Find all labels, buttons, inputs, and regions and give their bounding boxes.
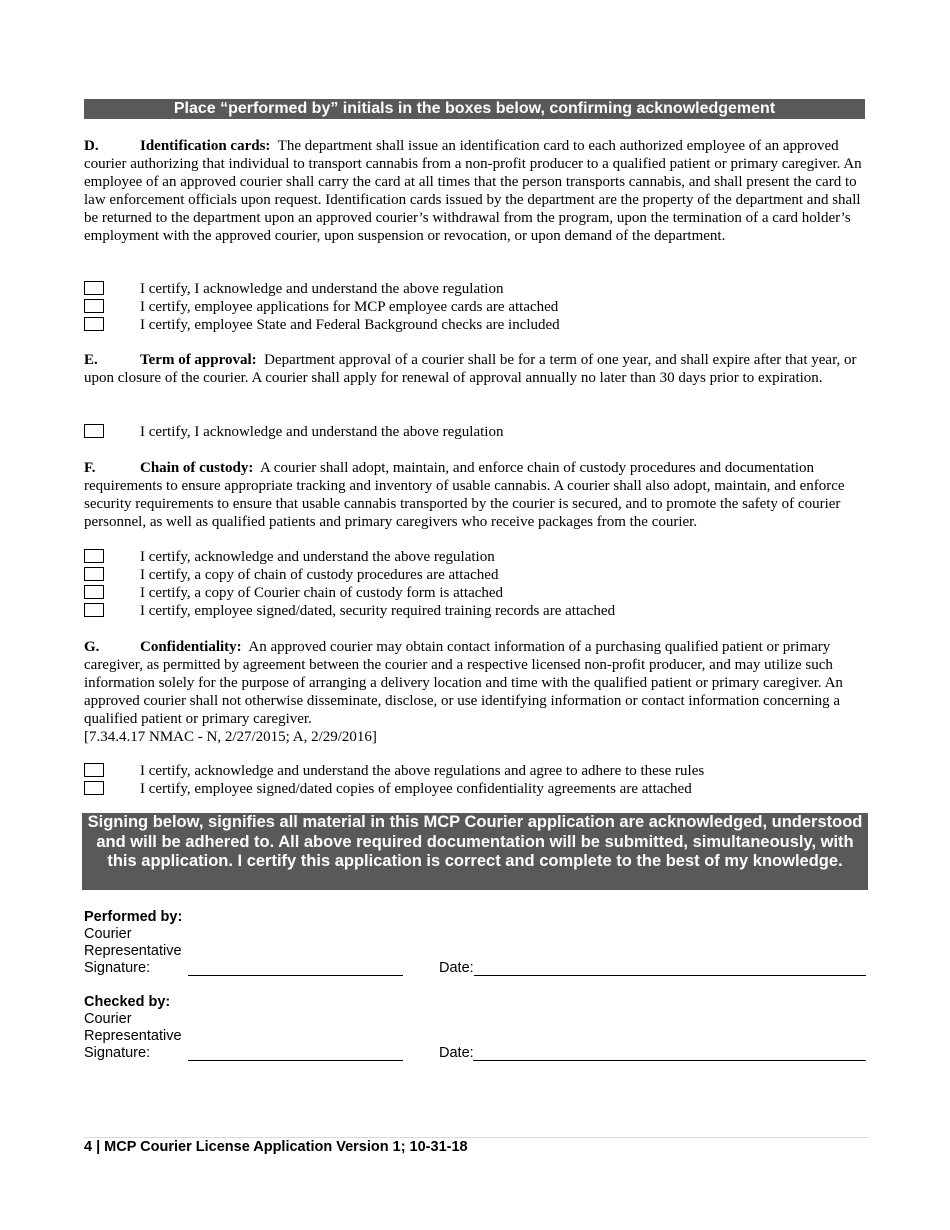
- performed-by-label: Performed by:: [84, 909, 183, 925]
- checked-signature-line[interactable]: [188, 1060, 403, 1061]
- cert-row: [84, 280, 868, 298]
- cert-text: I certify, a copy of chain of custody procedures are attached: [140, 567, 499, 583]
- cert-text: I certify, employee signed/dated, security required training records are attached: [140, 603, 616, 619]
- section-g-body: An approved courier may obtain contact information of a purchasing qualified patient or primary caregiver, as permitted by agreement between the courier and a respective licensed non-profit producer, and may utilize such information solely for the purpose of arranging a delivery location and time with the qualified patient or primary caregiver. An approved courier shall not otherwise disseminate, disclose, or use identifying information or contact information concerning a qualified patient or primary caregiver.: [84, 639, 843, 727]
- section-e-letter: E.: [84, 352, 98, 368]
- section-f-heading: Chain of custody:: [140, 460, 254, 476]
- cert-row: [84, 298, 868, 316]
- section-d-letter: D.: [84, 138, 99, 154]
- initials-box[interactable]: [84, 549, 104, 563]
- cert-text: I certify, employee State and Federal Background checks are included: [140, 317, 560, 333]
- section-g-heading: Confidentiality:: [140, 639, 242, 655]
- performed-by-line2: Representative: [84, 943, 182, 959]
- section-e-certifications: [84, 423, 868, 441]
- section-d-heading: Identification cards:: [140, 138, 271, 154]
- cert-row: [84, 566, 868, 584]
- cert-text: I certify, a copy of Courier chain of custody form is attached: [140, 585, 504, 601]
- checked-by-line2: Representative: [84, 1028, 182, 1044]
- performed-by-block: [84, 909, 868, 979]
- checked-by-line3: Signature:: [84, 1045, 151, 1061]
- section-g-letter: G.: [84, 639, 100, 655]
- initials-box[interactable]: [84, 585, 104, 599]
- section-d: [84, 137, 868, 245]
- section-g-citation: [7.34.4.17 NMAC - N, 2/27/2015; A, 2/29/2016]: [84, 729, 377, 745]
- cert-row: [84, 762, 868, 780]
- performed-by-line1: Courier: [84, 926, 132, 942]
- section-f: [84, 459, 868, 531]
- page-footer: 4 | MCP Courier License Application Version 1; 10-31-18: [84, 1139, 468, 1155]
- checked-by-block: [84, 994, 868, 1064]
- cert-row: [84, 584, 868, 602]
- initials-box[interactable]: [84, 603, 104, 617]
- checked-by-label: Checked by:: [84, 994, 171, 1010]
- performed-date-line[interactable]: [474, 975, 866, 976]
- initials-box[interactable]: [84, 567, 104, 581]
- section-d-body: The department shall issue an identification card to each authorized employee of an approved courier authorizing that individual to transport cannabis from a non-profit producer to a qualified patient or primary caregiver. An employee of an approved courier shall carry the card at all times that the person transports cannabis, and shall present the card to law enforcement officials upon request. Identification cards issued by the department are the property of the department and shall be returned to the department upon an approved courier’s withdrawal from the program, upon the termination of a card holder’s employment with the approved courier, upon suspension or revocation, or upon demand of the department.: [84, 138, 862, 244]
- performed-date-label: Date:: [439, 960, 474, 976]
- section-e-body: Department approval of a courier shall be for a term of one year, and shall expire after that year, or upon closure of the courier. A courier shall apply for renewal of approval annually no later than 30 days prior to expiration.: [84, 352, 857, 386]
- section-f-certifications: [84, 548, 868, 620]
- performed-signature-line[interactable]: [188, 975, 403, 976]
- initials-box[interactable]: [84, 781, 104, 795]
- cert-text: I certify, acknowledge and understand the above regulations and agree to adhere to these rules: [140, 763, 705, 779]
- cert-text: I certify, I acknowledge and understand the above regulation: [140, 281, 504, 297]
- cert-row: [84, 780, 868, 798]
- acknowledgement-banner: Place “performed by” initials in the boxes below, confirming acknowledgement: [84, 99, 865, 119]
- initials-box[interactable]: [84, 424, 104, 438]
- checked-by-line1: Courier: [84, 1011, 132, 1027]
- cert-row: [84, 548, 868, 566]
- section-f-body: A courier shall adopt, maintain, and enforce chain of custody procedures and documentation requirements to ensure appropriate tracking and inventory of usable cannabis. A courier shall also adopt, maintain, and enforce security requirements to ensure that usable cannabis transported by the courier is secured, and to promote the safety of courier personnel, as well as qualified patients and primary caregivers who receive packages from the courier.: [84, 460, 845, 530]
- certification-banner: Signing below, signifies all material in this MCP Courier application are acknowledged, understood and will be adhered to. All above required documentation will be submitted, simultaneously, with this application. I certify this application is correct and complete to the best of my knowledge.: [82, 813, 868, 890]
- initials-box[interactable]: [84, 763, 104, 777]
- section-e-heading: Term of approval:: [140, 352, 257, 368]
- section-f-letter: F.: [84, 460, 96, 476]
- section-e: [84, 351, 868, 387]
- cert-text: I certify, employee signed/dated copies of employee confidentiality agreements are attached: [140, 781, 692, 797]
- checked-date-label: Date:: [439, 1045, 474, 1061]
- cert-text: I certify, acknowledge and understand the above regulation: [140, 549, 495, 565]
- section-g: [84, 638, 868, 746]
- cert-text: I certify, I acknowledge and understand the above regulation: [140, 424, 504, 440]
- cert-row: [84, 316, 868, 334]
- cert-row: [84, 423, 868, 441]
- cert-text: I certify, employee applications for MCP employee cards are attached: [140, 299, 559, 315]
- section-d-certifications: [84, 280, 868, 334]
- footer-divider: [84, 1137, 868, 1138]
- initials-box[interactable]: [84, 299, 104, 313]
- cert-row: [84, 602, 868, 620]
- initials-box[interactable]: [84, 281, 104, 295]
- initials-box[interactable]: [84, 317, 104, 331]
- section-g-certifications: [84, 762, 868, 798]
- checked-date-line[interactable]: [473, 1060, 866, 1061]
- performed-by-line3: Signature:: [84, 960, 151, 976]
